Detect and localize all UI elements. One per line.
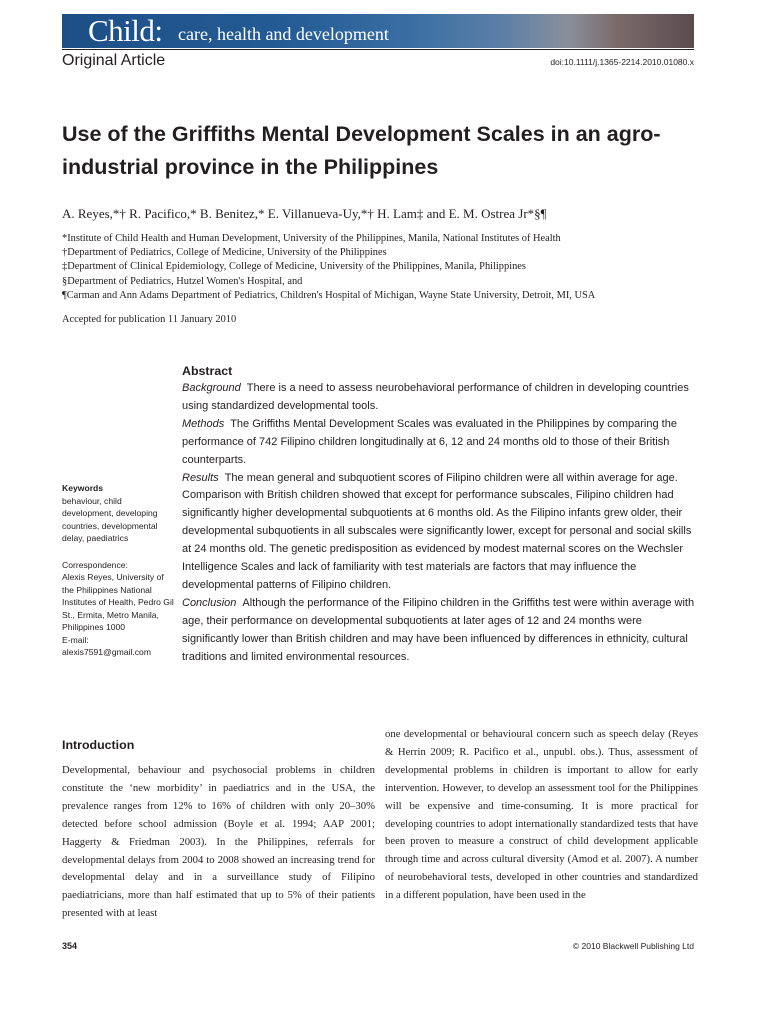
section-text: There is a need to assess neurobehavioral performance of children in developing countries using standardized developmental tools. (182, 382, 689, 412)
affiliation: *Institute of Child Health and Human Development, University of the Philippines, Manila, National Institutes of Health (62, 233, 561, 244)
doi: doi:10.1111/j.1365-2214.2010.01080.x (550, 57, 694, 67)
abstract-results (182, 470, 696, 595)
body-column-left: Developmental, behaviour and psychosocial problems in children constitute the ‘new morbidity’ in paediatrics and in the USA, the prevalence ranges from 12% to 16% of children with only 20–30% detected before school admission (Boyle et al. 1994; AAP 2001; Haggerty & Friedman 2003). In the Philippines, referrals for developmental delays from 2004 to 2008 showed an increasing trend for developmental delay and in a surveillance study of Filipino paediatricians, more than half estimated that up to 5% of their patients presented with at least (62, 764, 375, 920)
page-number: 354 (62, 941, 78, 951)
section-label: Background (182, 382, 241, 394)
keywords-heading: Keywords (62, 483, 104, 493)
section-label: Methods (182, 417, 225, 430)
introduction-heading: Introduction (62, 738, 135, 752)
section-text: The mean general and subquotient scores of Filipino children were all within average for age. Comparison with British children showed that except for performance subscales, Filipino children had significantly higher developmental subquotients at 6 months old. As the Filipino infants grew older, their developmental subquotients in all subscales were significantly lower, except for personal and social skills at 24 months old. The genetic predisposition as evidenced by modest maternal scores on the Wechsler Intelligence Scales and lack of familiarity with test materials are factors that may influence the developmental patterns of Filipino children. (182, 471, 692, 591)
journal-banner (62, 14, 694, 48)
body-column-right: one developmental or behavioural concern such as speech delay (Reyes & Herrin 2009; R. Pacifico et al., unpubl. obs.). Thus, assessment of developmental problems in children is important to allow for early intervention. However, to develop an assessment tool for the Philippines will be expensive and time-consuming. It is more practical for developing countries to adopt internationally standardized tests that have been proven to measure a construct of child development applicable through time and across cultural diversity (Amod et al. 2007). A number of neurobehavioral tests, developed in other countries and standardized in a different population, have been used in the (385, 728, 698, 902)
affiliations (62, 232, 702, 303)
email-label: E-mail: (62, 634, 89, 645)
keywords-list: behaviour, child development, developing countries, developmental delay, paediatrics (62, 495, 158, 543)
journal-title-sub: care, health and development (178, 24, 389, 44)
email-link[interactable]: alexis7591@gmail.com (62, 647, 151, 657)
correspondence-address: Alexis Reyes, University of the Philippines National Institutes of Health, Pedro Gil St., Ermita, Metro Manila, Philippines 1000 (62, 572, 174, 632)
copyright: © 2010 Blackwell Publishing Ltd (572, 941, 694, 951)
journal-title-main: Child: (88, 14, 163, 48)
author-list: A. Reyes,*† R. Pacifico,* B. Benitez,* E. Villanueva-Uy,*† H. Lam‡ and E. M. Ostrea Jr*§¶ (62, 206, 547, 221)
correspondence-heading: Correspondence: (62, 559, 128, 570)
section-text: Although the performance of the Filipino children in the Griffiths test were within average with age, their performance on developmental subquotients at later ages of 12 and 24 months were significantly lower than British children and may have been influenced by differences in ethnicity, cultural traditions and limited environmental resources. (182, 596, 695, 663)
paper-title: Use of the Griffiths Mental Development Scales in an agro-industrial province in the Philippines (62, 122, 661, 179)
article-type: Original Article (62, 52, 166, 69)
affiliation: §Department of Pediatrics, Hutzel Women's Hospital, and (62, 275, 303, 287)
side-panel (62, 482, 174, 659)
affiliation: †Department of Pediatrics, College of Medicine, University of the Philippines (62, 247, 387, 259)
header-rule (62, 49, 694, 50)
abstract (182, 362, 696, 667)
abstract-methods (182, 416, 696, 470)
abstract-heading: Abstract (182, 364, 233, 378)
section-label: Results (182, 471, 219, 484)
affiliation: ‡Department of Clinical Epidemiology, College of Medicine, University of the Philippines, Manila, Philippines (62, 261, 526, 273)
affiliation: ¶Carman and Ann Adams Department of Pediatrics, Children's Hospital of Michigan, Wayne State University, Detroit, MI, USA (62, 289, 596, 301)
section-label: Conclusion (182, 596, 237, 609)
accepted-date: Accepted for publication 11 January 2010 (62, 314, 237, 325)
abstract-background (182, 380, 696, 416)
abstract-conclusion (182, 595, 696, 667)
section-text: The Griffiths Mental Development Scales was evaluated in the Philippines by comparing the performance of 742 Filipino children longitudinally at 6, 12 and 24 months old to those of their British counterparts. (182, 417, 677, 466)
